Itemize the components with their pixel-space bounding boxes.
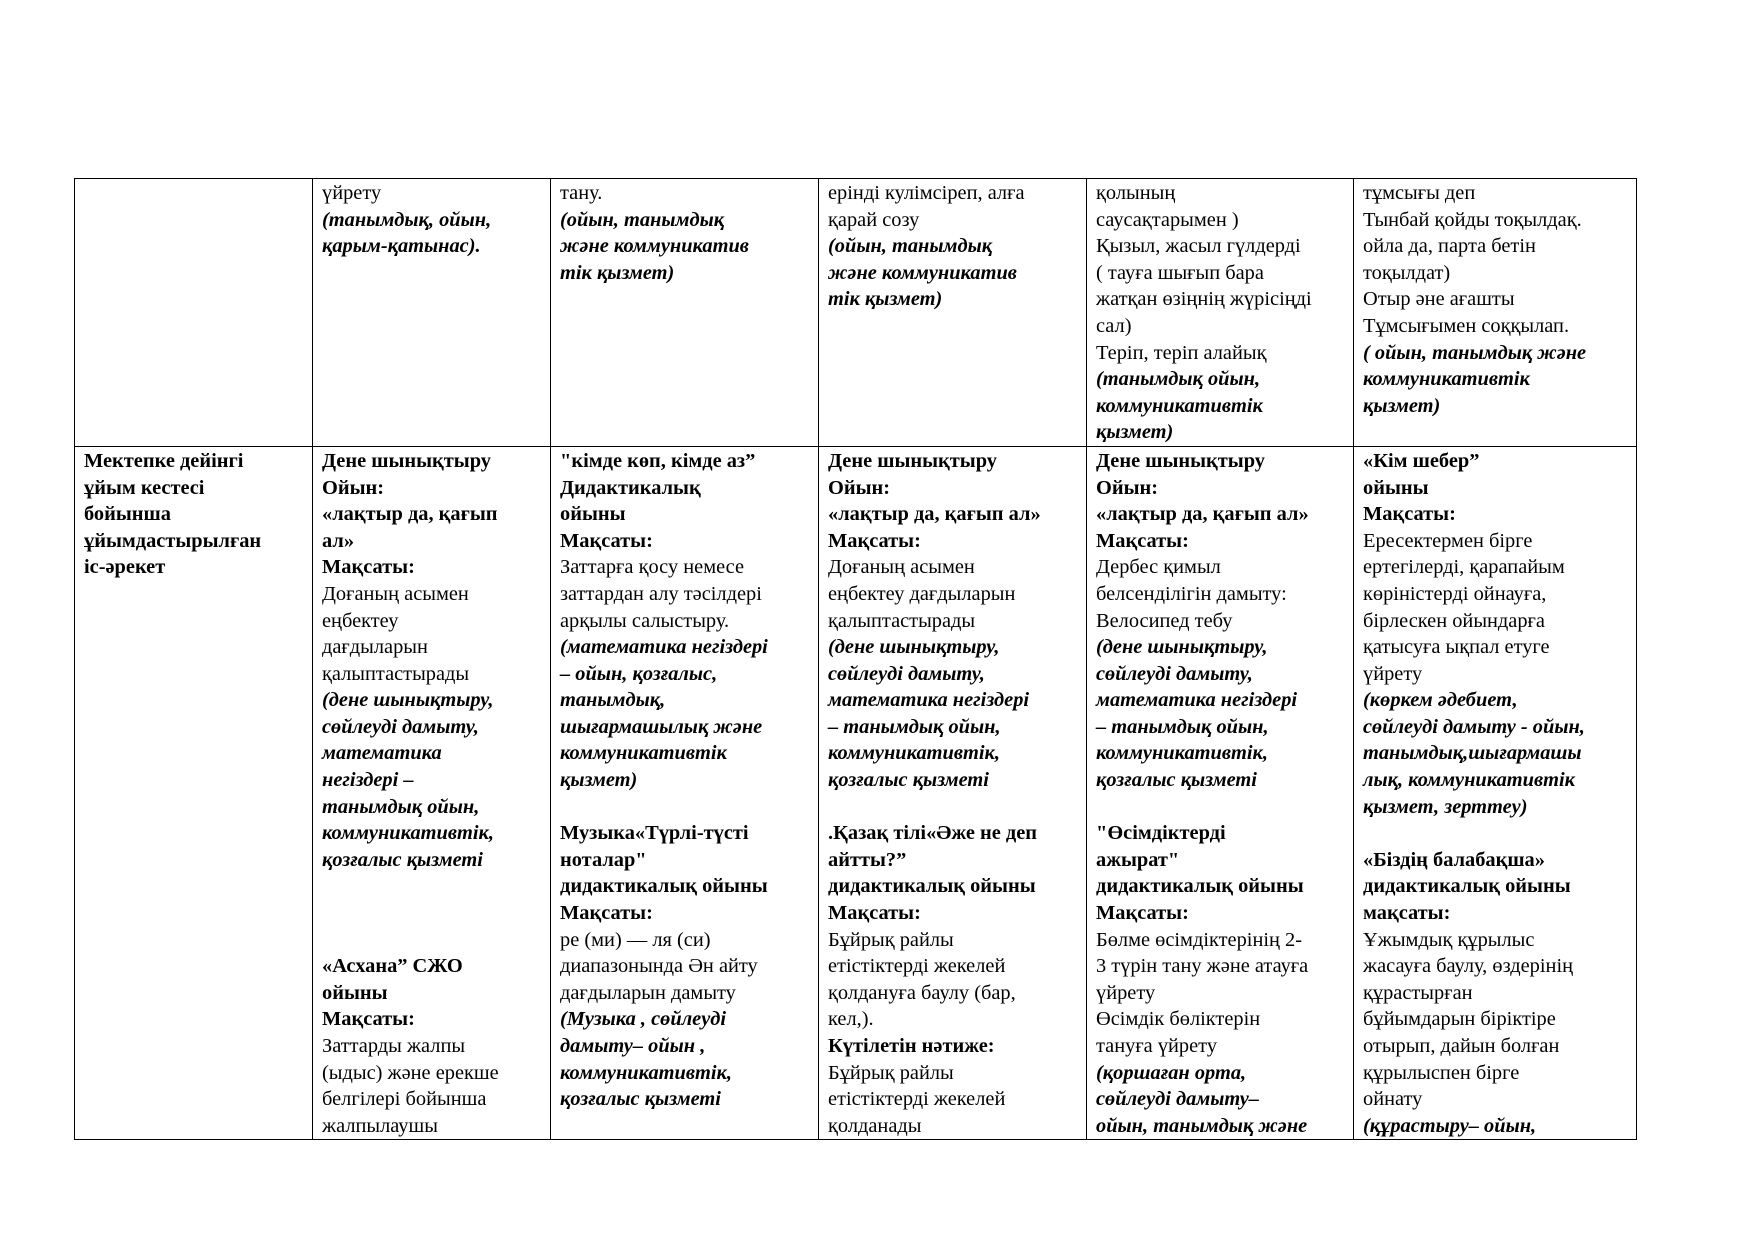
cell-text: тұмсығы деп Тынбай қойды тоқылдақ. ойла да, парта бетін тоқылдат) Отыр әне ағашты Тұмсығымен соққылап. <box>1363 182 1582 337</box>
table-cell-r2-c2 <box>313 446 551 1139</box>
spacer <box>322 873 542 953</box>
cell-text: тану. <box>560 182 603 204</box>
activity-goal: Доғаның асымен еңбектеу дағдыларын қалыптастырады <box>828 556 1016 632</box>
table-cell-r2-c5 <box>1087 446 1354 1139</box>
activity-heading: Дене шынықтыру Ойын: «лақтыр да, қағып ал» Мақсаты: <box>322 449 498 579</box>
cell-activity-types: ( ойын, танымдық және коммуникативтік қызмет) <box>1363 341 1587 417</box>
cell-activity-types: (қоршаған орта, сөйлеуді дамыту– ойын, танымдық және <box>1096 1061 1308 1137</box>
cell-activity-types: (ойын, танымдық және коммуникатив тік қызмет) <box>828 235 1017 311</box>
activity-heading: "кімде көп, кімде аз” Дидактикалық ойыны Мақсаты: <box>560 449 756 552</box>
cell-text: еріндi кулiмсiреп, алға қарай созу <box>828 182 1025 231</box>
row-header-label: Мектепке дейінгі ұйым кестесі бойынша ұйымдастырылған іс-әрекет <box>84 449 262 579</box>
cell-activity-types: (дене шынықтыру, сөйлеуді дамыту, математика негіздері – танымдық ойын, коммуникативтік, қозғалыс қызметі <box>1096 636 1298 792</box>
activity-goal: Дербес қимыл белсенділігін дамыту: Велосипед тебу <box>1096 556 1287 632</box>
activity-heading: .Қазақ тілі«Әже не деп айтты?” дидактикалық ойыны Мақсаты: <box>828 822 1038 925</box>
activity-goal: Бұйрық райлы етістіктерді жекелей қолдануға баулу (бар, кел,). <box>828 928 1016 1031</box>
spacer <box>828 794 1078 821</box>
table-cell-r1-c5 <box>1087 179 1354 447</box>
activity-heading: Дене шынықтыру Ойын: «лақтыр да, қағып ал» Мақсаты: <box>1096 449 1309 552</box>
cell-activity-types: (математика негіздері – ойын, қозғалыс, танымдық, шығармашылық және коммуникативтік қызмет) <box>560 636 768 792</box>
table-cell-r1-c1 <box>75 179 313 447</box>
table-row <box>75 446 1637 1139</box>
activity-goal: Доғаның асымен еңбектеу дағдыларын қалыптастырады <box>322 582 470 685</box>
activity-goal: Бөлме өсімдіктерінің 2- 3 түрін тану және атауға үйрету Өсімдік бөліктерін тануға үйрету <box>1096 928 1309 1057</box>
table-cell-r2-c4 <box>819 446 1087 1139</box>
cell-text: қолының саусақтарымен ) Қызыл, жасыл гүлдерді ( тауға шығып бара жатқан өзiңнiң жүрiсiңдi сал) Теріп, теріп алайық <box>1096 182 1312 364</box>
table-cell-r1-c4 <box>819 179 1087 447</box>
cell-activity-types: (Музыка , сөйлеуді дамыту– ойын , коммуникативтік, қозғалыс қызметі <box>560 1008 732 1111</box>
cell-activity-types: (дене шынықтыру, сөйлеуді дамыту, математика негіздері – танымдық ойын, коммуникативтік, қозғалыс қызметі <box>828 636 1030 792</box>
cell-activity-types: (танымдық ойын, коммуникативтік қызмет) <box>1096 368 1263 444</box>
activity-heading: «Біздің балабақша» дидактикалық ойыны мақсаты: <box>1363 848 1571 925</box>
activity-heading: «Кім шебер” ойыны Мақсаты: <box>1363 449 1480 526</box>
table-cell-r1-c6 <box>1354 179 1637 447</box>
activity-heading: Музыка«Түрлі-түсті ноталар" дидактикалық ойыны Мақсаты: <box>560 822 768 925</box>
cell-activity-types: (ойын, танымдық және коммуникатив тік қызмет) <box>560 208 749 284</box>
cell-text: үйрету <box>322 182 382 204</box>
activity-heading: "Өсімдіктерді ажырат" дидактикалық ойыны Мақсаты: <box>1096 822 1304 925</box>
table-row <box>75 179 1637 447</box>
expected-result-heading: Күтілетін нәтиже: <box>828 1035 995 1057</box>
spacer <box>560 794 810 821</box>
cell-activity-types: (танымдық, ойын, қарым-қатынас). <box>322 208 492 258</box>
table-cell-r2-c3 <box>551 446 819 1139</box>
schedule-table <box>74 178 1637 1140</box>
activity-heading: Дене шынықтыру Ойын: «лақтыр да, қағып ал» Мақсаты: <box>828 449 1041 552</box>
spacer <box>1363 820 1628 847</box>
activity-goal: Заттарға қосу немесе заттардан алу тәсілдері арқылы салыстыру. <box>560 556 762 632</box>
cell-activity-types: (көркем әдебиет, сөйлеуді дамыту - ойын, танымдық,шығармашы лық, коммуникативтік қызмет, зерттеу) <box>1363 689 1585 818</box>
activity-goal: Заттарды жалпы (ыдыс) және ерекше белгілері бойынша жалпылаушы <box>322 1035 499 1137</box>
table-cell-r2-c6 <box>1354 446 1637 1139</box>
activity-heading: «Асхана” СЖО ойыны Мақсаты: <box>322 955 463 1031</box>
table-cell-r1-c3 <box>551 179 819 447</box>
activity-goal: Ұжымдық құрылыс жасауға баулу, өздерінің құрастырған бұйымдарын біріктіре отырып, дайын болған құрылыспен бірге ойнату <box>1363 928 1574 1111</box>
activity-goal: ре (ми) — ля (си) диапазонында Ән айту дағдыларын дамыту <box>560 928 758 1004</box>
spacer <box>1096 794 1345 821</box>
cell-activity-types: (дене шынықтыру, сөйлеуді дамыту, математика негіздері – танымдық ойын, коммуникативтік, қозғалыс қызметі <box>322 689 494 871</box>
cell-activity-types: (құрастыру– ойын, <box>1363 1114 1537 1137</box>
expected-result: Бұйрық райлы етістіктерді жекелей қолданады <box>828 1061 1006 1137</box>
activity-goal: Ересектермен бірге ертегілерді, қарапайым көріністерді ойнауға, бірлескен ойындарға қатысуға ықпал етуге үйрету <box>1363 529 1565 685</box>
table-cell-r1-c2 <box>313 179 551 447</box>
row-header-cell <box>75 446 313 1139</box>
